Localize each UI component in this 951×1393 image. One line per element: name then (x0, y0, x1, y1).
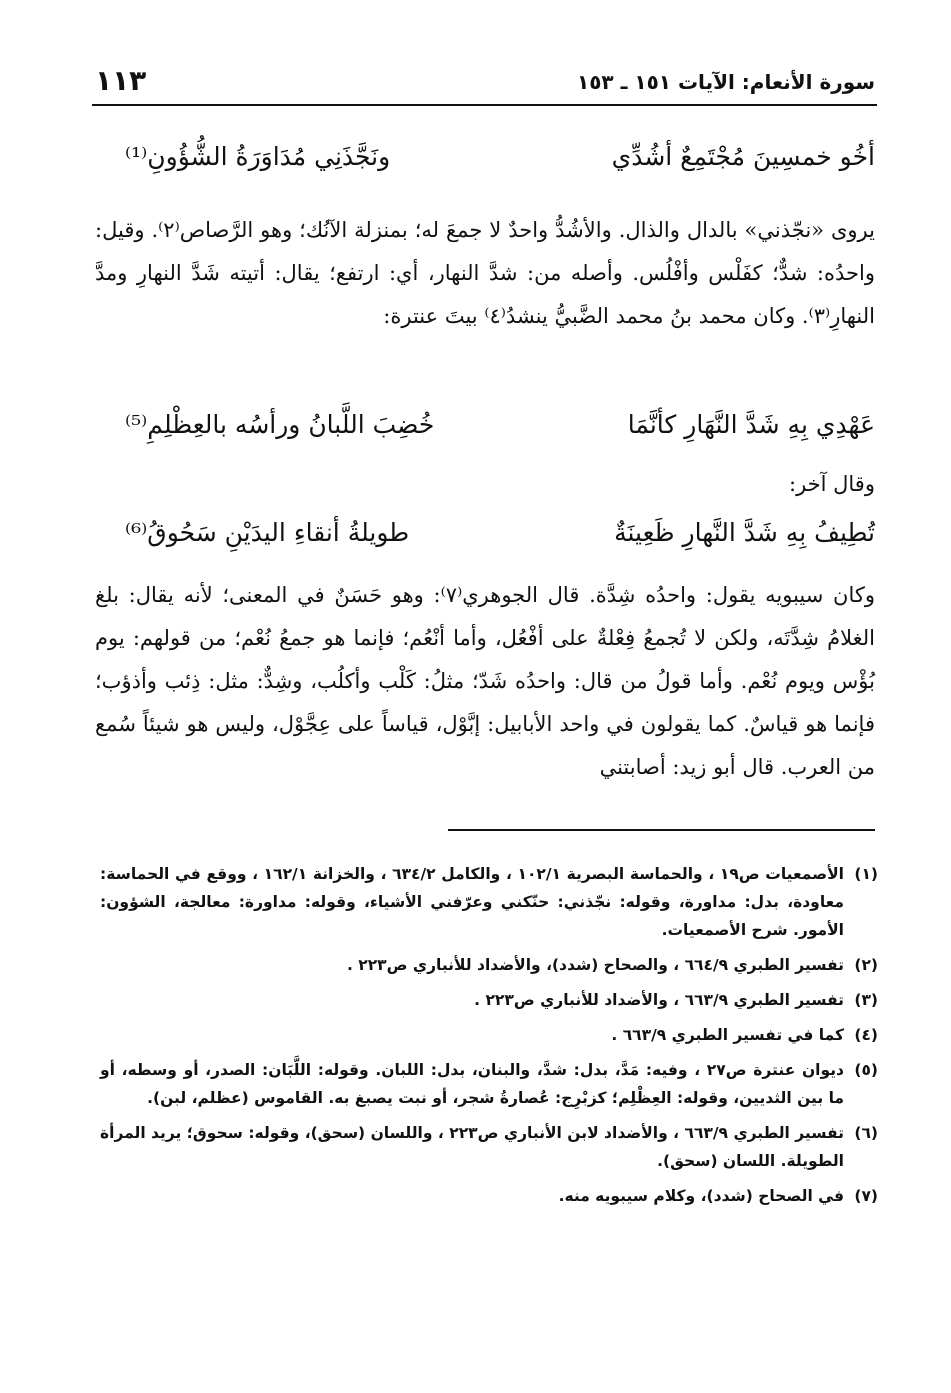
verse-2-first-hemistich: عَهْدِي بِهِ شَدَّ النَّهَارِ كأنَّمَا (627, 410, 875, 439)
footnote-separator (448, 829, 875, 831)
verse-2 (95, 410, 875, 454)
footnote-text: الأصمعيات ص١٩ ، والحماسة البصرية ١٠٢/١ ، والكامل ٦٣٤/٢ ، والخزانة ١٦٢/١ ، ووقع في الحماسة: معاودة، بدل: مداورة، وقوله: نجّذني: حنّكني وعرّفني الأشياء، وقوله: مداورة: معالجة، الشؤون: الأمور. شرح الأصمعيات. (100, 865, 844, 939)
footnote-text: تفسير الطبري ٦٦٣/٩ ، والأضداد للأنباري ص٢٢٣ . (474, 991, 844, 1009)
footnote-item (100, 986, 878, 1014)
footnote-item (100, 1056, 878, 1112)
footnote-item (100, 1021, 878, 1049)
footnote-text: في الصحاح (شدد)، وكلام سيبويه منه. (558, 1187, 844, 1205)
footnote-text: تفسير الطبري ٦٦٤/٩ ، والصحاح (شدد)، والأضداد للأنباري ص٢٢٣ . (346, 956, 844, 974)
footnote-number: (٣) (854, 991, 878, 1009)
footnote-item (100, 1119, 878, 1175)
verse-3-first-hemistich: تُطِيفُ بِهِ شَدَّ النَّهارِ ظَعِينَةٌ (614, 518, 875, 547)
footnote-text: تفسير الطبري ٦٦٣/٩ ، والأضداد لابن الأنباري ص٢٢٣ ، واللسان (سحق)، وقوله: سحوق؛ يريد المرأة الطويلة. اللسان (سحق). (100, 1124, 845, 1170)
footnote-item (100, 1182, 878, 1210)
verse-1-second-hemistich: ونَجَّذَنِي مُدَاوَرَةُ الشُّؤُونِ⁽¹⁾ (125, 142, 391, 171)
paragraph-2: وقال آخر: (789, 472, 875, 496)
footnote-number: (٦) (854, 1124, 878, 1142)
running-title: سورة الأنعام: الآيات ١٥١ ـ ١٥٣ (576, 70, 875, 94)
footnotes (100, 860, 878, 1217)
paragraph-3: وكان سيبويه يقول: واحدُه شِدَّة. قال الجوهري⁽٧⁾: وهو حَسَنٌ في المعنى؛ لأنه يقال: بلغ الغلامُ شِدَّتَه، ولكن لا تُجمعُ فِعْلةٌ على أفْعُل، وأما أنْعُم؛ فإنما هو جمعُ نُعْم؛ من قولهم: يوم بُؤْس ويوم نُعْم. وأما قولُ من قال: واحدُه شَدّ؛ مثلُ: كَلْب وأكلُب، وشِدٌّ: مثل: ذِئب وأذؤب؛ فإنما هو قياسٌ. كما يقولون في واحد الأبابيل: إبَّوْل، قياساً على عِجَّوْل، وليس هو شيئاً سُمع من العرب. قال أبو زيد: أصابتني (95, 583, 876, 779)
footnote-number: (٢) (854, 956, 878, 974)
footnote-number: (٧) (854, 1187, 878, 1205)
footnote-number: (١) (854, 865, 878, 883)
footnote-item (100, 860, 878, 944)
footnote-item (100, 951, 878, 979)
footnote-text: ديوان عنترة ص٢٧ ، وفيه: مَدَّ، بدل: شدَّ، والبنان، بدل: اللبان. وقوله: اللَّبَان: الصدر، أو وسطه، أو ما بين الثديين، وقوله: العِظْلِم؛ كزبْرِج: عُصارةُ شجر، أو نبت يصبغ به. القاموس (عظلم، لبن). (100, 1061, 844, 1107)
verse-1-first-hemistich: أخُو خمسِينَ مُجْتَمِعٌ أشُدِّي (611, 142, 875, 171)
footnote-number: (٤) (854, 1026, 878, 1044)
verse-3 (95, 518, 875, 562)
paragraph-1: يروى «نجّذني» بالدال والذال. والأشُدُّ واحدٌ لا جمعَ له؛ بمنزلة الآنُك؛ وهو الرَّصاص⁽٢⁾. وقيل: واحدُه: شدٌّ؛ كفَلْس وأفْلُس. وأصله من: شدَّ النهار، أي: ارتفع؛ يقال: أتيته شَدَّ النهارِ ومدَّ النهارِ⁽٣⁾. وكان محمد بنُ محمد الضَّبيُّ ينشدُ⁽٤⁾ بيتَ عنترة: (95, 218, 875, 328)
footnote-text: كما في تفسير الطبري ٦٦٣/٩ . (611, 1026, 844, 1044)
footnote-number: (٥) (854, 1061, 878, 1079)
verse-3-second-hemistich: طويلةُ أنقاءِ اليدَيْنِ سَحُوقُ⁽⁶⁾ (125, 518, 410, 547)
header-rule (92, 104, 877, 106)
verse-2-second-hemistich: خُضِبَ اللَّبانُ ورأسُه بالعِظْلِمِ⁽⁵⁾ (125, 410, 435, 439)
verse-1 (95, 142, 875, 186)
page-number: ١١٣ (95, 64, 147, 97)
page-header (95, 64, 875, 106)
